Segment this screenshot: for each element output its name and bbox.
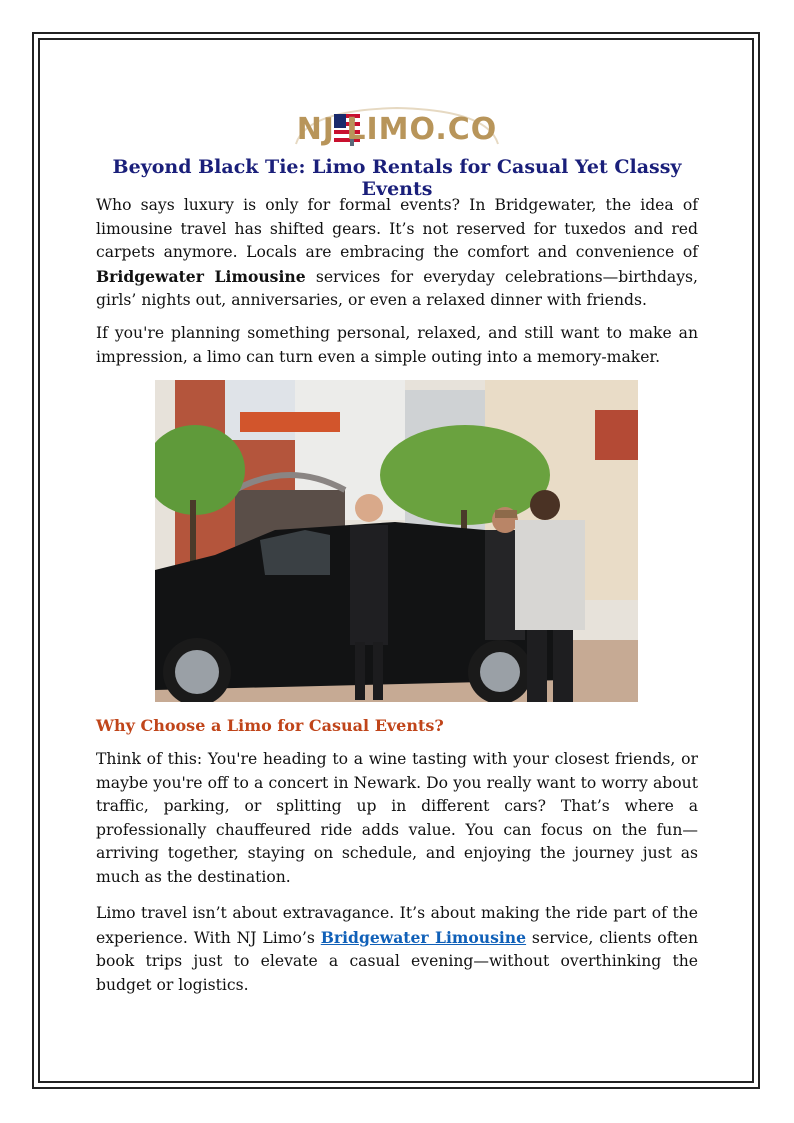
section-paragraph-2: Limo travel isn’t about extravagance. It’s about making the ride part of the experience. With NJ Limo’s Bridgewater Limousine service, clients often book trips just to elevate a casual evening—without overthinking the budget or logistics. (96, 904, 699, 994)
logo-text: NJ LIMO.CO (296, 112, 498, 147)
limo-photo (155, 380, 638, 702)
bold-term: Bridgewater Limousine (96, 266, 306, 286)
section-paragraph-1: Think of this: You're heading to a wine tasting with your closest friends, or maybe you're off to a concert in Newark. Do you really want to worry about traffic, parking, or splitting up in different cars? That’s where a professionally chauffeured ride adds value. You can focus on the fun—arriving together, staying on schedule, and enjoying the journey just as much as the destination. (96, 750, 698, 886)
intro-paragraph-2: If you're planning something personal, relaxed, and still want to make an impression, a limo can turn even a simple outing into a memory-maker. (96, 324, 698, 366)
njlimo-logo (286, 104, 508, 156)
intro-paragraph-1: Who says luxury is only for formal events? In Bridgewater, the idea of limousine travel has shifted gears. It’s not reserved for tuxedos and red carpets anymore. Locals are embracing the comfort and convenience of Bridgewater Limousine services for everyday celebrations—birthdays, girls’ nights out, anniversaries, or even a relaxed dinner with friends. (96, 196, 698, 310)
page-title: Beyond Black Tie: Limo Rentals for Casual Yet Classy Events (112, 156, 682, 200)
bridgewater-limousine-link[interactable]: Bridgewater Limousine (320, 927, 527, 947)
section-heading: Why Choose a Limo for Casual Events? (96, 716, 444, 735)
